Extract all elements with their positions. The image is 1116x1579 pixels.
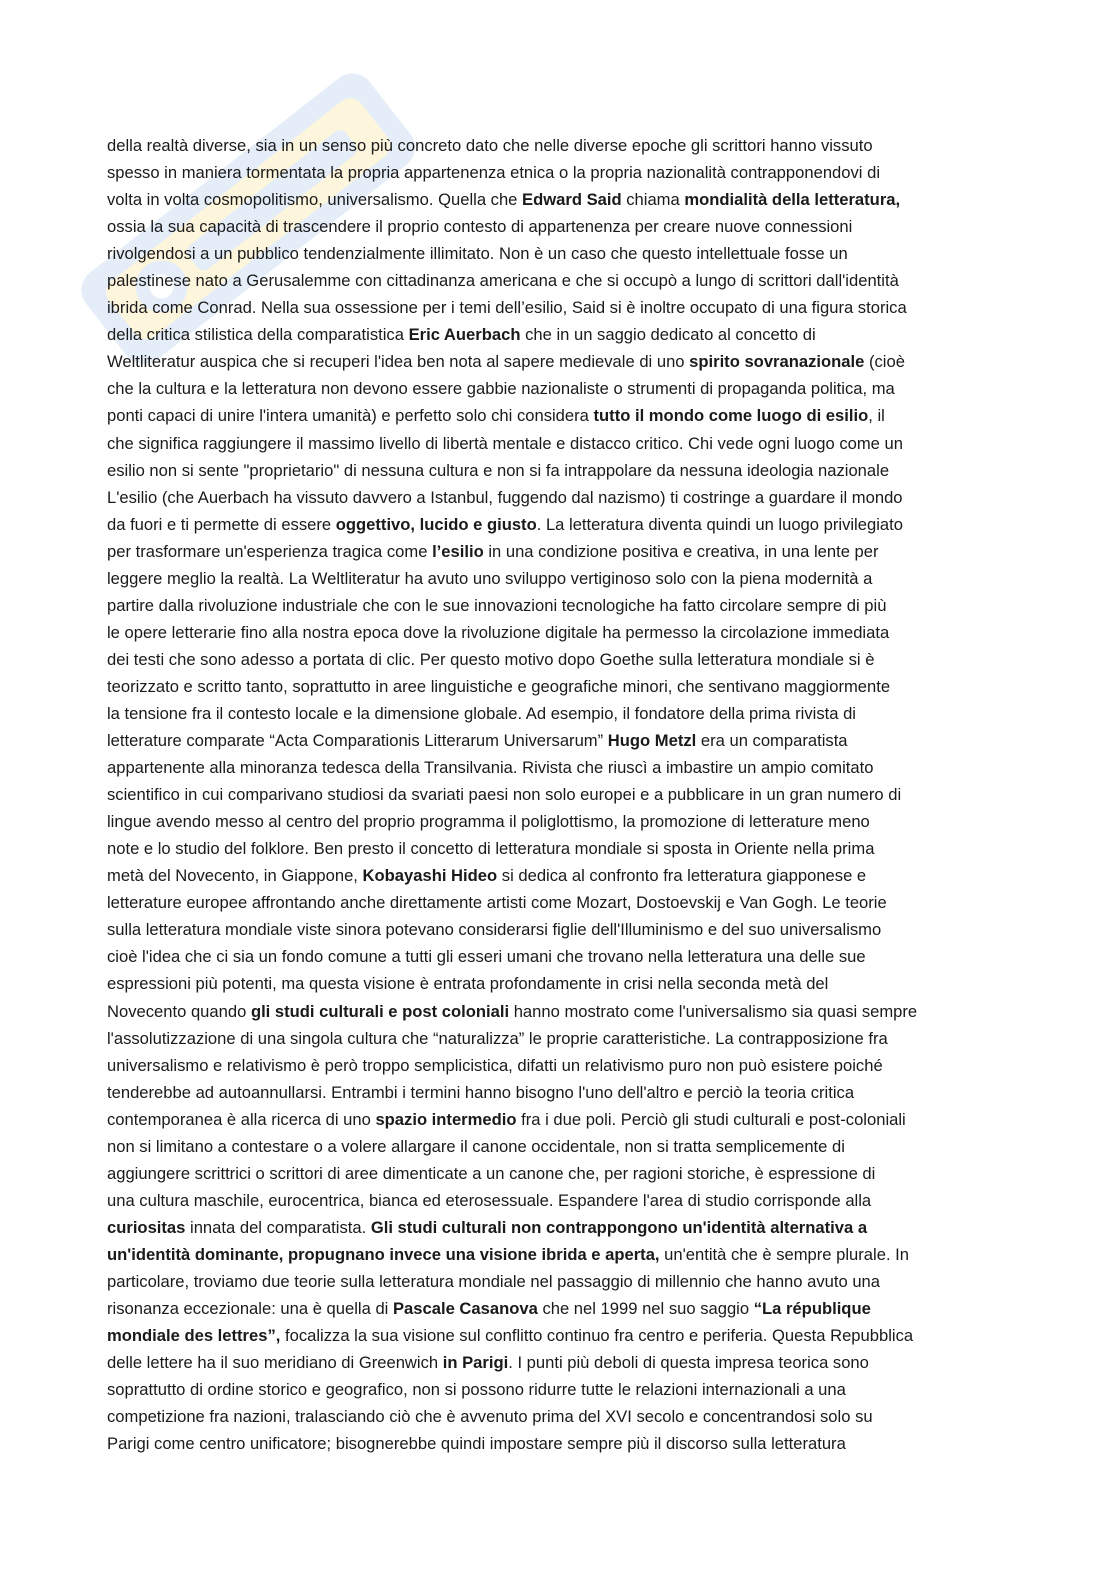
text-run: lingue avendo messo al centro del proprio programma il poliglottismo, la promozione di letterature meno: [107, 812, 870, 832]
text-run: cioè l'idea che ci sia un fondo comune a tutti gli esseri umani che trovano nella letteratura una delle sue: [107, 947, 866, 967]
text-run: che in un saggio dedicato al concetto di: [520, 325, 816, 345]
text-run: teorizzato e scritto tanto, soprattutto in aree linguistiche e geografiche minori, che sentivano maggiormente: [107, 676, 891, 696]
text-line: [107, 673, 1007, 700]
text-run: , il: [868, 406, 885, 426]
text-run: che nel 1999 nel suo saggio: [537, 1299, 754, 1319]
text-run: aggiungere scrittrici o scrittori di aree dimenticate a un canone che, per ragioni storiche, è espressione di: [107, 1163, 876, 1183]
text-run: le opere letterarie fino alla nostra epoca dove la rivoluzione digitale ha permesso la circolazione immediata: [107, 622, 890, 642]
text-line: [107, 321, 1007, 348]
text-line: [107, 727, 1007, 754]
text-run: universalismo e relativismo è però troppo semplicistica, difatti un relativismo puro non può esistere poiché: [107, 1055, 883, 1075]
text-run: che la cultura e la letteratura non devono essere gabbie nazionaliste o strumenti di propaganda politica, ma: [107, 379, 895, 399]
text-run: rivolgendosi a un pubblico tendenzialmente illimitato. Non è un caso che questo intellettuale fosse un: [107, 244, 848, 264]
bold-text: spazio intermedio: [375, 1109, 517, 1129]
text-run: della realtà diverse, sia in un senso più concreto dato che nelle diverse epoche gli scrittori hanno vissuto: [107, 136, 873, 155]
text-line: [107, 646, 1007, 673]
text-run: note e lo studio del folklore. Ben presto il concetto di letteratura mondiale si sposta in Oriente nella prima: [107, 839, 875, 859]
text-run: risonanza eccezionale: una è quella di: [107, 1299, 393, 1319]
text-line: [107, 862, 1007, 889]
text-line: [107, 511, 1007, 538]
text-run: Parigi come centro unificatore; bisognerebbe quindi impostare sempre più il discorso sulla letteratura: [107, 1434, 846, 1454]
bold-text: l’esilio: [432, 541, 484, 561]
text-line: [107, 484, 1007, 511]
bold-text: mondiale des lettres”,: [107, 1326, 281, 1346]
text-run: competizione fra nazioni, tralasciando ciò che è avvenuto prima del XVI secolo e concentrandosi solo su: [107, 1407, 873, 1427]
bold-text: Kobayashi Hideo: [362, 866, 498, 886]
text-line: [107, 1268, 1007, 1295]
text-run: per trasformare un'esperienza tragica come: [107, 541, 433, 561]
bold-text: Gli studi culturali non contrappongono un'identità alternativa a: [370, 1217, 868, 1237]
text-line: [107, 1376, 1007, 1403]
text-line: [107, 294, 1007, 321]
text-line: [107, 781, 1007, 808]
text-run: un'entità che è sempre plurale. In: [659, 1244, 910, 1264]
text-run: esilio non si sente "proprietario" di nessuna cultura e non si fa intrappolare da nessuna ideologia nazionale: [107, 460, 890, 480]
text-line: [107, 1052, 1007, 1079]
text-line: [107, 1079, 1007, 1106]
text-line: [107, 1349, 1007, 1376]
bold-text: curiositas: [107, 1217, 186, 1237]
text-line: [107, 402, 1007, 429]
text-line: [107, 592, 1007, 619]
text-run: . I punti più deboli di questa impresa teorica sono: [508, 1353, 869, 1373]
text-line: [107, 700, 1007, 727]
text-line: [107, 267, 1007, 294]
text-line: [107, 1295, 1007, 1322]
text-run: letterature comparate “Acta Comparationis Litterarum Universarum”: [107, 731, 608, 751]
bold-text: tutto il mondo come luogo di esilio: [593, 406, 869, 426]
text-line: [107, 619, 1007, 646]
text-run: spesso in maniera tormentata la propria appartenenza etnica o la propria nazionalità contrapponendovi di: [107, 163, 881, 183]
bold-text: Eric Auerbach: [408, 325, 521, 345]
text-line: [107, 998, 1007, 1025]
text-run: volta in volta cosmopolitismo, universalismo. Quella che: [107, 190, 523, 210]
text-run: scientifico in cui comparivano studiosi da svariati paesi non solo europei e a pubblicare in un gran numero di: [107, 785, 902, 805]
text-run: da fuori e ti permette di essere: [107, 514, 336, 534]
text-run: che significa raggiungere il massimo livello di libertà mentale e distacco critico. Chi vede ogni luogo come un: [107, 433, 903, 453]
text-run: soprattutto di ordine storico e geografico, non si possono ridurre tutte le relazioni internazionali a una: [107, 1380, 846, 1400]
text-line: [107, 889, 1007, 916]
text-line: [107, 159, 1007, 186]
text-run: ponti capaci di unire l'intera umanità) e perfetto solo chi considera: [107, 406, 594, 426]
text-run: non si limitano a contestare o a volere allargare il canone occidentale, non si tratta semplicemente di: [107, 1136, 845, 1156]
text-line: [107, 132, 1007, 159]
bold-text: mondialità della letteratura,: [684, 190, 901, 210]
text-run: partire dalla rivoluzione industriale che con le sue innovazioni tecnologiche ha fatto circolare sempre di più: [107, 595, 887, 615]
text-line: [107, 1106, 1007, 1133]
text-run: ossia la sua capacità di trascendere il proprio contesto di appartenenza per creare nuove connessioni: [107, 217, 853, 237]
text-run: contemporanea è alla ricerca di uno: [107, 1109, 376, 1129]
text-run: della critica stilistica della comparatistica: [107, 325, 409, 345]
text-line: [107, 1241, 1007, 1268]
text-run: Weltliteratur auspica che si recuperi l'idea ben nota al sapere medievale di uno: [107, 352, 690, 372]
text-line: [107, 430, 1007, 457]
text-run: . La letteratura diventa quindi un luogo privilegiato: [536, 514, 903, 534]
text-line: [107, 1187, 1007, 1214]
text-line: [107, 1133, 1007, 1160]
text-line: [107, 1025, 1007, 1052]
text-run: si dedica al confronto fra letteratura giapponese e: [497, 866, 867, 886]
text-line: [107, 1214, 1007, 1241]
bold-text: Hugo Metzl: [607, 731, 697, 751]
text-run: fra i due poli. Perciò gli studi culturali e post-coloniali: [516, 1109, 906, 1129]
text-line: [107, 943, 1007, 970]
text-line: [107, 916, 1007, 943]
text-run: era un comparatista: [696, 731, 848, 751]
text-run: hanno mostrato come l'universalismo sia quasi sempre: [509, 1001, 918, 1021]
text-line: [107, 808, 1007, 835]
text-run: sulla letteratura mondiale viste sinora potevano considerarsi figlie dell'Illuminismo e del suo universalismo: [107, 920, 882, 940]
text-line: [107, 457, 1007, 484]
text-run: espressioni più potenti, ma questa visione è entrata profondamente in crisi nella seconda metà del: [107, 974, 829, 994]
text-run: L'esilio (che Auerbach ha vissuto davvero a Istanbul, fuggendo dal nazismo) ti costringe a guardare il mondo: [107, 487, 903, 507]
text-run: leggere meglio la realtà. La Weltliteratur ha avuto uno sviluppo vertiginoso solo con la piena modernità a: [107, 568, 873, 588]
bold-text: un'identità dominante, propugnano invece una visione ibrida e aperta,: [107, 1244, 660, 1264]
text-run: la tensione fra il contesto locale e la dimensione globale. Ad esempio, il fondatore della prima rivista di: [107, 703, 856, 723]
text-run: Novecento quando: [107, 1001, 251, 1021]
text-run: l'assolutizzazione di una singola cultura che “naturalizza” le proprie caratteristiche. La contrapposizione fra: [107, 1028, 888, 1048]
text-line: [107, 538, 1007, 565]
text-run: in una condizione positiva e creativa, in una lente per: [483, 541, 879, 561]
text-run: innata del comparatista.: [185, 1217, 371, 1237]
bold-text: oggettivo, lucido e giusto: [335, 514, 537, 534]
text-run: focalizza la sua visione sul conflitto continuo fra centro e periferia. Questa Repubblica: [280, 1326, 914, 1346]
text-line: [107, 186, 1007, 213]
text-line: [107, 1322, 1007, 1349]
document-body: [107, 132, 1007, 1457]
text-line: [107, 835, 1007, 862]
text-run: dei testi che sono adesso a portata di clic. Per questo motivo dopo Goethe sulla letteratura mondiale si è: [107, 649, 875, 669]
bold-text: Edward Said: [522, 190, 622, 210]
text-line: [107, 1403, 1007, 1430]
text-line: [107, 375, 1007, 402]
bold-text: in Parigi: [442, 1353, 509, 1373]
bold-text: Pascale Casanova: [392, 1299, 538, 1319]
text-line: [107, 213, 1007, 240]
bold-text: “La république: [753, 1299, 871, 1319]
text-run: chiama: [621, 190, 685, 210]
text-run: (cioè: [864, 352, 905, 372]
bold-text: spirito sovranazionale: [689, 352, 865, 372]
text-run: particolare, troviamo due teorie sulla letteratura mondiale nel passaggio di millennio che hanno avuto una: [107, 1271, 881, 1291]
text-run: metà del Novecento, in Giappone,: [107, 866, 363, 886]
text-run: tenderebbe ad autoannullarsi. Entrambi i termini hanno bisogno l'uno dell'altro e perciò la teoria critica: [107, 1082, 855, 1102]
text-run: palestinese nato a Gerusalemme con cittadinanza americana e che si occupò a lungo di scrittori dall'identità: [107, 271, 899, 291]
text-run: delle lettere ha il suo meridiano di Greenwich: [107, 1353, 443, 1373]
text-run: una cultura maschile, eurocentrica, bianca ed eterosessuale. Espandere l'area di studio corrisponde alla: [107, 1190, 872, 1210]
text-line: [107, 565, 1007, 592]
text-line: [107, 754, 1007, 781]
text-run: ibrida come Conrad. Nella sua ossessione per i temi dell’esilio, Said si è inoltre occupato di una figura storica: [107, 298, 907, 318]
text-line: [107, 1160, 1007, 1187]
text-line: [107, 1430, 1007, 1457]
text-line: [107, 970, 1007, 997]
text-run: appartenente alla minoranza tedesca della Transilvania. Rivista che riuscì a imbastire un ampio comitato: [107, 758, 874, 778]
text-line: [107, 240, 1007, 267]
text-run: letterature europee affrontando anche direttamente artisti come Mozart, Dostoevskij e Van Gogh. Le teorie: [107, 893, 887, 913]
bold-text: gli studi culturali e post coloniali: [250, 1001, 510, 1021]
text-line: [107, 348, 1007, 375]
